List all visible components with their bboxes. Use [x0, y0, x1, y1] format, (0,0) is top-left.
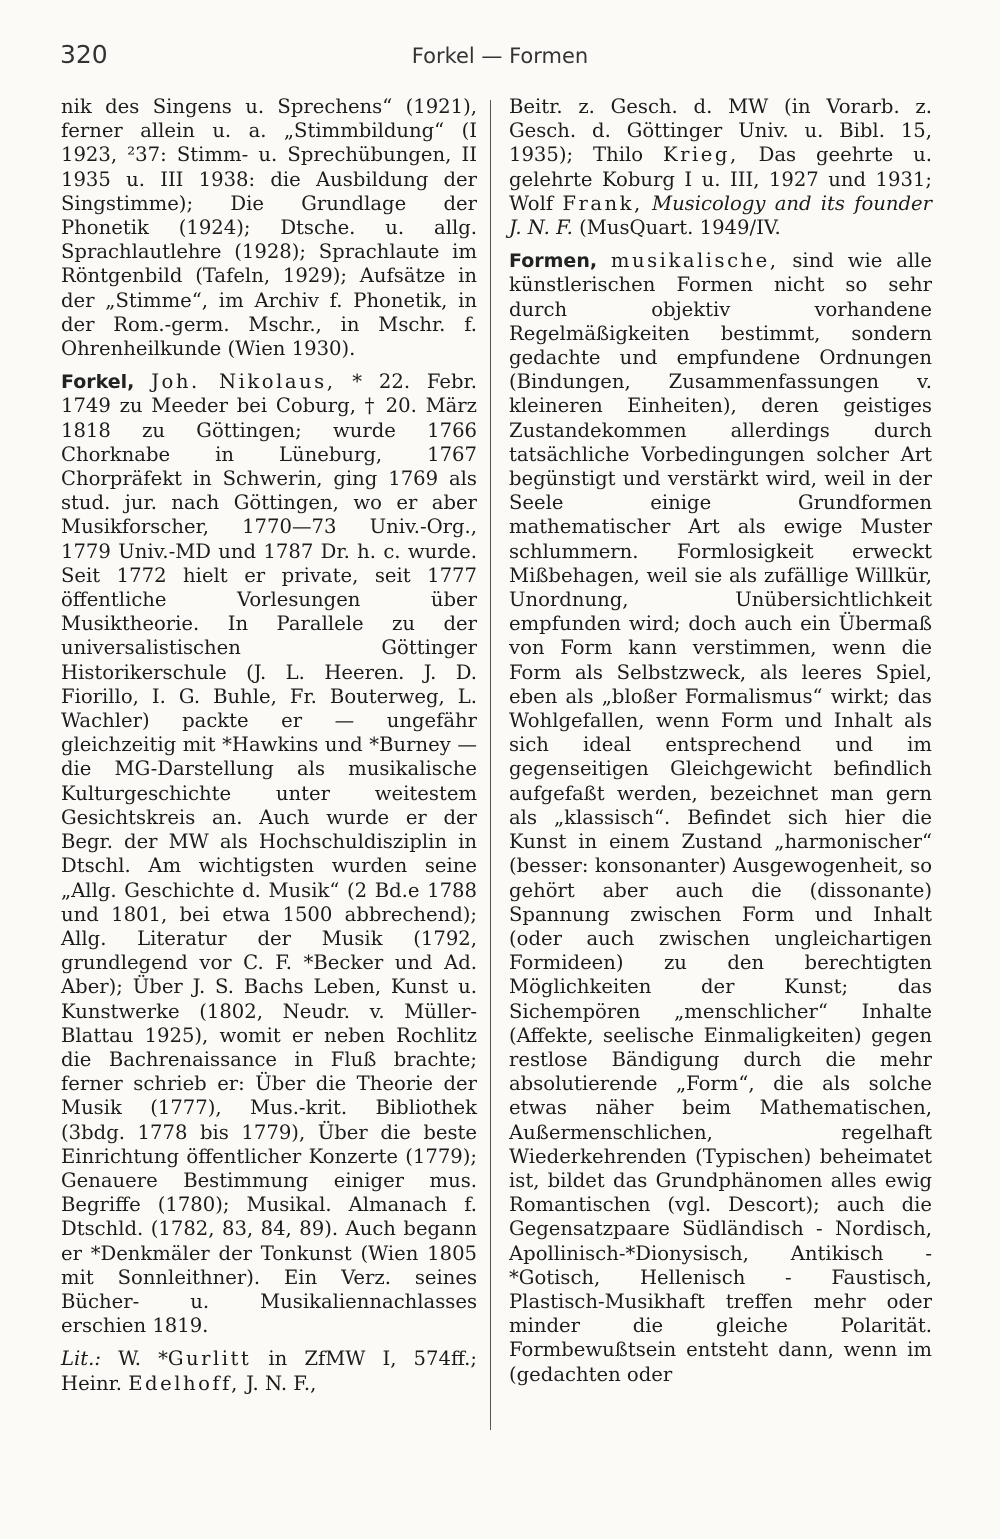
literature-title: Musicology and its founder J. N. F. [509, 191, 933, 240]
left-column [61, 95, 477, 1405]
literature-block [61, 1347, 477, 1395]
entry-subtitle-spaced: musikalische, [610, 249, 779, 273]
literature-text: (MusQuart. 1949/IV. [579, 216, 781, 240]
literature-author: Krieg, [663, 143, 739, 167]
right-column [509, 95, 932, 1396]
forkel-entry [61, 370, 477, 1338]
literature-text: J. N. F., [246, 1371, 317, 1395]
literature-text: Das geehrte u. gelehrte Koburg I u. III, 1927 und 1931; Wolf [509, 143, 932, 215]
entry-name-spaced: Joh. Nikolaus, [151, 370, 336, 394]
previous-entry-continuation: nik des Singens u. Sprechens“ (1921), ferner allein u. a. „Stimmbildung“ (I 1923, ²37: Stimm- u. Sprechübungen, II 1935 u. III 1938: die Ausbildung der Singstimme); Die Grundlage der Phonetik (1924); Dtsche. u. allg. Sprachlautlehre (1928); Sprachlaute im Röntgenbild (Tafeln, 1929); Aufsätze in der „Stimme“, im Archiv f. Phonetik, in der Rom.-germ. Mschr., in Mschr. f. Ohrenheilkunde (Wien 1930). [61, 95, 477, 361]
literature-author: Gurlitt [167, 1347, 252, 1371]
literature-text: in ZfMW I, 574ff.; Heinr. [61, 1347, 477, 1395]
literature-continuation [509, 95, 932, 240]
entry-body: sind wie alle künstlerischen Formen nicht so sehr durch objektiv vorhandene Regelmäßigkeiten bestimmt, sondern gedachte und empfundene Ordnungen (Bindungen, Zusammenfassungen v. kleineren Einheiten), deren geistiges Zustandekommen allerdings durch tatsächliche Vorbedingungen solcher Art begünstigt und verstärkt wird, weil in der Seele einige Grundformen mathematischer Art als ewige Muster schlummern. Formlosigkeit erweckt Mißbehagen, weil sie als zufällige Willkür, Unordnung, Unübersichtlichkeit empfunden wird; doch auch ein Übermaß von Form kann verstimmen, wenn die Form als Selbstzweck, als leeres Spiel, eben als „bloßer Formalismus“ wirkt; das Wohlgefallen, wenn Form und Inhalt als sich ideal entsprechend und im gegenseitigen Gleichgewicht befindlich aufgefaßt werden, bezeichnet man gern als „klassisch“. Befindet sich hier die Kunst in einem Zustand „harmonischer“ (besser: konsonanter) Ausgewogenheit, so gehört aber auch die (dissonante) Spannung zwischen Form und Inhalt (oder auch zwischen ungleichartigen Formideen) zu den berechtigten Möglichkeiten der Kunst; das Sichempören „menschlicher“ Inhalte (Affekte, seelische Einmaligkeiten) gegen restlose Bändigung durch die mehr absolutierende „Form“, die als solche etwas näher beim Mathematischen, Außermenschlichen, regelhaft Wiederkehrenden (Typischen) beheimatet ist, bildet das Grundphänomen alles ewig Romantischen (vgl. Descort); auch die Gegensatzpaare Südländisch - Nordisch, Apollinisch-*Dionysisch, Antikisch - *Gotisch, Hellenisch - Faustisch, Plastisch-Musikhaft treffen mehr oder minder die gleiche Polarität. Formbewußtsein entsteht dann, wenn im (gedachten oder [509, 249, 933, 1386]
literature-text: W. * [118, 1347, 168, 1371]
formen-entry [509, 249, 932, 1387]
column-divider [490, 100, 491, 1430]
literature-author: Edelhoff, [128, 1371, 240, 1395]
running-title: Forkel — Formen [411, 44, 589, 68]
literature-text: Beitr. z. Gesch. d. MW (in Vorarb. z. Gesch. d. Göttinger Univ. u. Bibl. 15, 1935); Thilo [509, 95, 932, 167]
literature-author: Frank, [562, 191, 643, 215]
literature-label: Lit.: [61, 1347, 101, 1371]
entry-body: * 22. Febr. 1749 zu Meeder bei Coburg, † 20. März 1818 zu Göttingen; wurde 1766 Chorknabe in Lüneburg, 1767 Chorpräfekt in Schwerin, ging 1769 als stud. jur. nach Göttingen, wo er aber Musikforscher, 1770—73 Univ.-Org., 1779 Univ.-MD und 1787 Dr. h. c. wurde. Seit 1772 hielt er private, seit 1777 öffentliche Vorlesungen über Musiktheorie. In Parallele zu der universalistischen Göttinger Historikerschule (J. L. Heeren. J. D. Fiorillo, I. G. Buhle, Fr. Bouterweg, L. Wachler) packte er — ungefähr gleichzeitig mit *Hawkins und *Burney — die MG-Darstellung als musikalische Kulturgeschichte unter weitestem Gesichtskreis an. Auch wurde er der Begr. der MW als Hochschuldisziplin in Dtschl. Am wichtigsten wurden seine „Allg. Geschichte d. Musik“ (2 Bd.e 1788 und 1801, bei etwa 1500 abbrechend); Allg. Literatur der Musik (1792, grundlegend vor C. F. *Becker und Ad. Aber); Über J. S. Bachs Leben, Kunst u. Kunstwerke (1802, Neudr. v. Müller-Blattau 1925), womit er neben Rochlitz die Bachrenaissance in Fluß brachte; ferner schrieb er: Über die Theorie der Musik (1777), Mus.-krit. Bibliothek (3bdg. 1778 bis 1779), Über die beste Einrichtung öffentlicher Konzerte (1779); Genauere Bestimmung einiger mus. Begriffe (1780); Musikal. Almanach f. Dtschld. (1782, 83, 84, 89). Auch begann er *Denkmäler der Tonkunst (Wien 1805 mit Sonnleithner). Ein Verz. seines Bücher- u. Musikaliennachlasses erschien 1819. [61, 370, 477, 1338]
page-header [0, 40, 1000, 80]
page-number: 320 [60, 40, 108, 69]
entry-lemma-formen: Formen, [509, 250, 598, 273]
entry-lemma-forkel: Forkel, [61, 371, 135, 394]
